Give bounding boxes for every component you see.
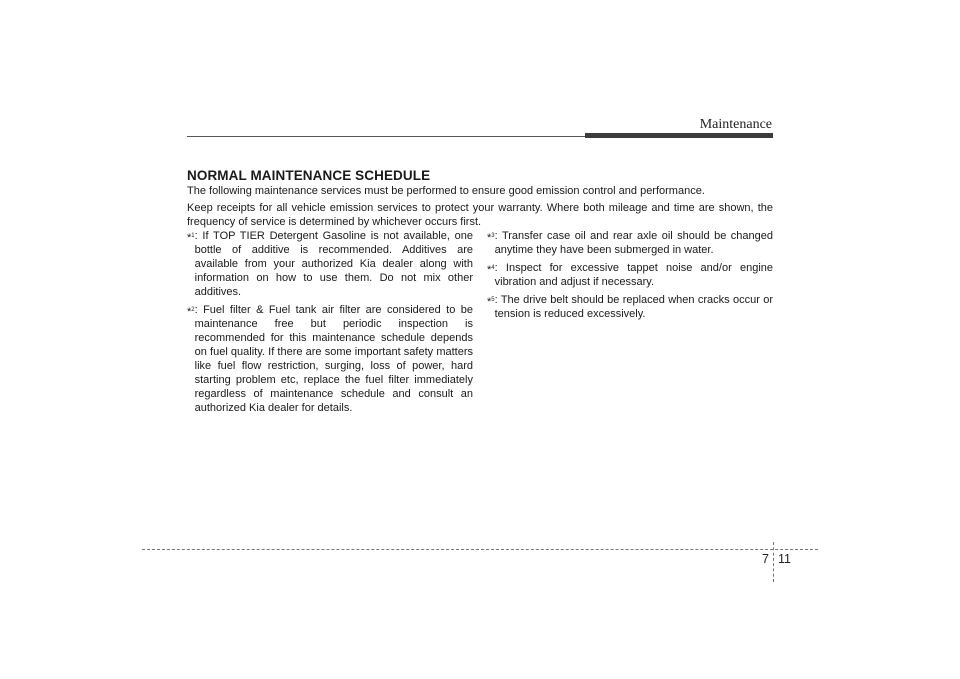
page-heading: NORMAL MAINTENANCE SCHEDULE (187, 168, 431, 183)
footnote-marker: *$^4$ (487, 264, 495, 276)
notes-right-column (487, 229, 773, 325)
footnote-marker: *$^1$ (187, 232, 195, 244)
footnote-4 (487, 261, 773, 289)
footnote-text: : If TOP TIER Detergent Gasoline is not available, one bottle of additive is recommended. Additives are available from your authorized Kia dealer along with information on how to use them. Do not mix other additives. (194, 230, 473, 298)
footnote-marker: *$^3$ (487, 232, 495, 244)
section-title: Maintenance (699, 117, 772, 132)
footnote-text: : Inspect for excessive tappet noise and/or engine vibration and adjust if necessary. (494, 262, 773, 288)
footnote-marker: *$^5$ (487, 296, 495, 308)
footnote-5 (487, 293, 773, 321)
footnote-marker: *$^2$ (187, 306, 195, 318)
intro-paragraph-1: The following maintenance services must be performed to ensure good emission control and performance. (187, 185, 705, 197)
chapter-number: 7 (762, 552, 769, 566)
footnote-3 (487, 229, 773, 257)
page-number: 11 (778, 552, 791, 566)
footnote-1 (187, 229, 473, 299)
page-number-separator (773, 542, 774, 582)
header-rule (187, 136, 587, 137)
footnote-text: : Transfer case oil and rear axle oil should be changed anytime they have been submerged in water. (494, 230, 773, 256)
footer-divider (142, 549, 818, 550)
notes-left-column (187, 229, 473, 419)
footnote-2 (187, 303, 473, 415)
intro-paragraph-2: Keep receipts for all vehicle emission services to protect your warranty. Where both mileage and time are shown, the frequency of service is determined by whichever occurs first. (187, 202, 773, 228)
header-accent-bar (585, 133, 773, 138)
footnote-text: : The drive belt should be replaced when cracks occur or tension is reduced excessively. (494, 294, 773, 320)
footnote-text: : Fuel filter & Fuel tank air filter are considered to be maintenance free but periodic inspection is recommended for this maintenance schedule depends on fuel quality. If there are some important safety matters like fuel flow restriction, surging, loss of power, hard starting problem etc, replace the fuel filter immediately regardless of maintenance schedule and consult an authorized Kia dealer for details. (194, 304, 473, 414)
